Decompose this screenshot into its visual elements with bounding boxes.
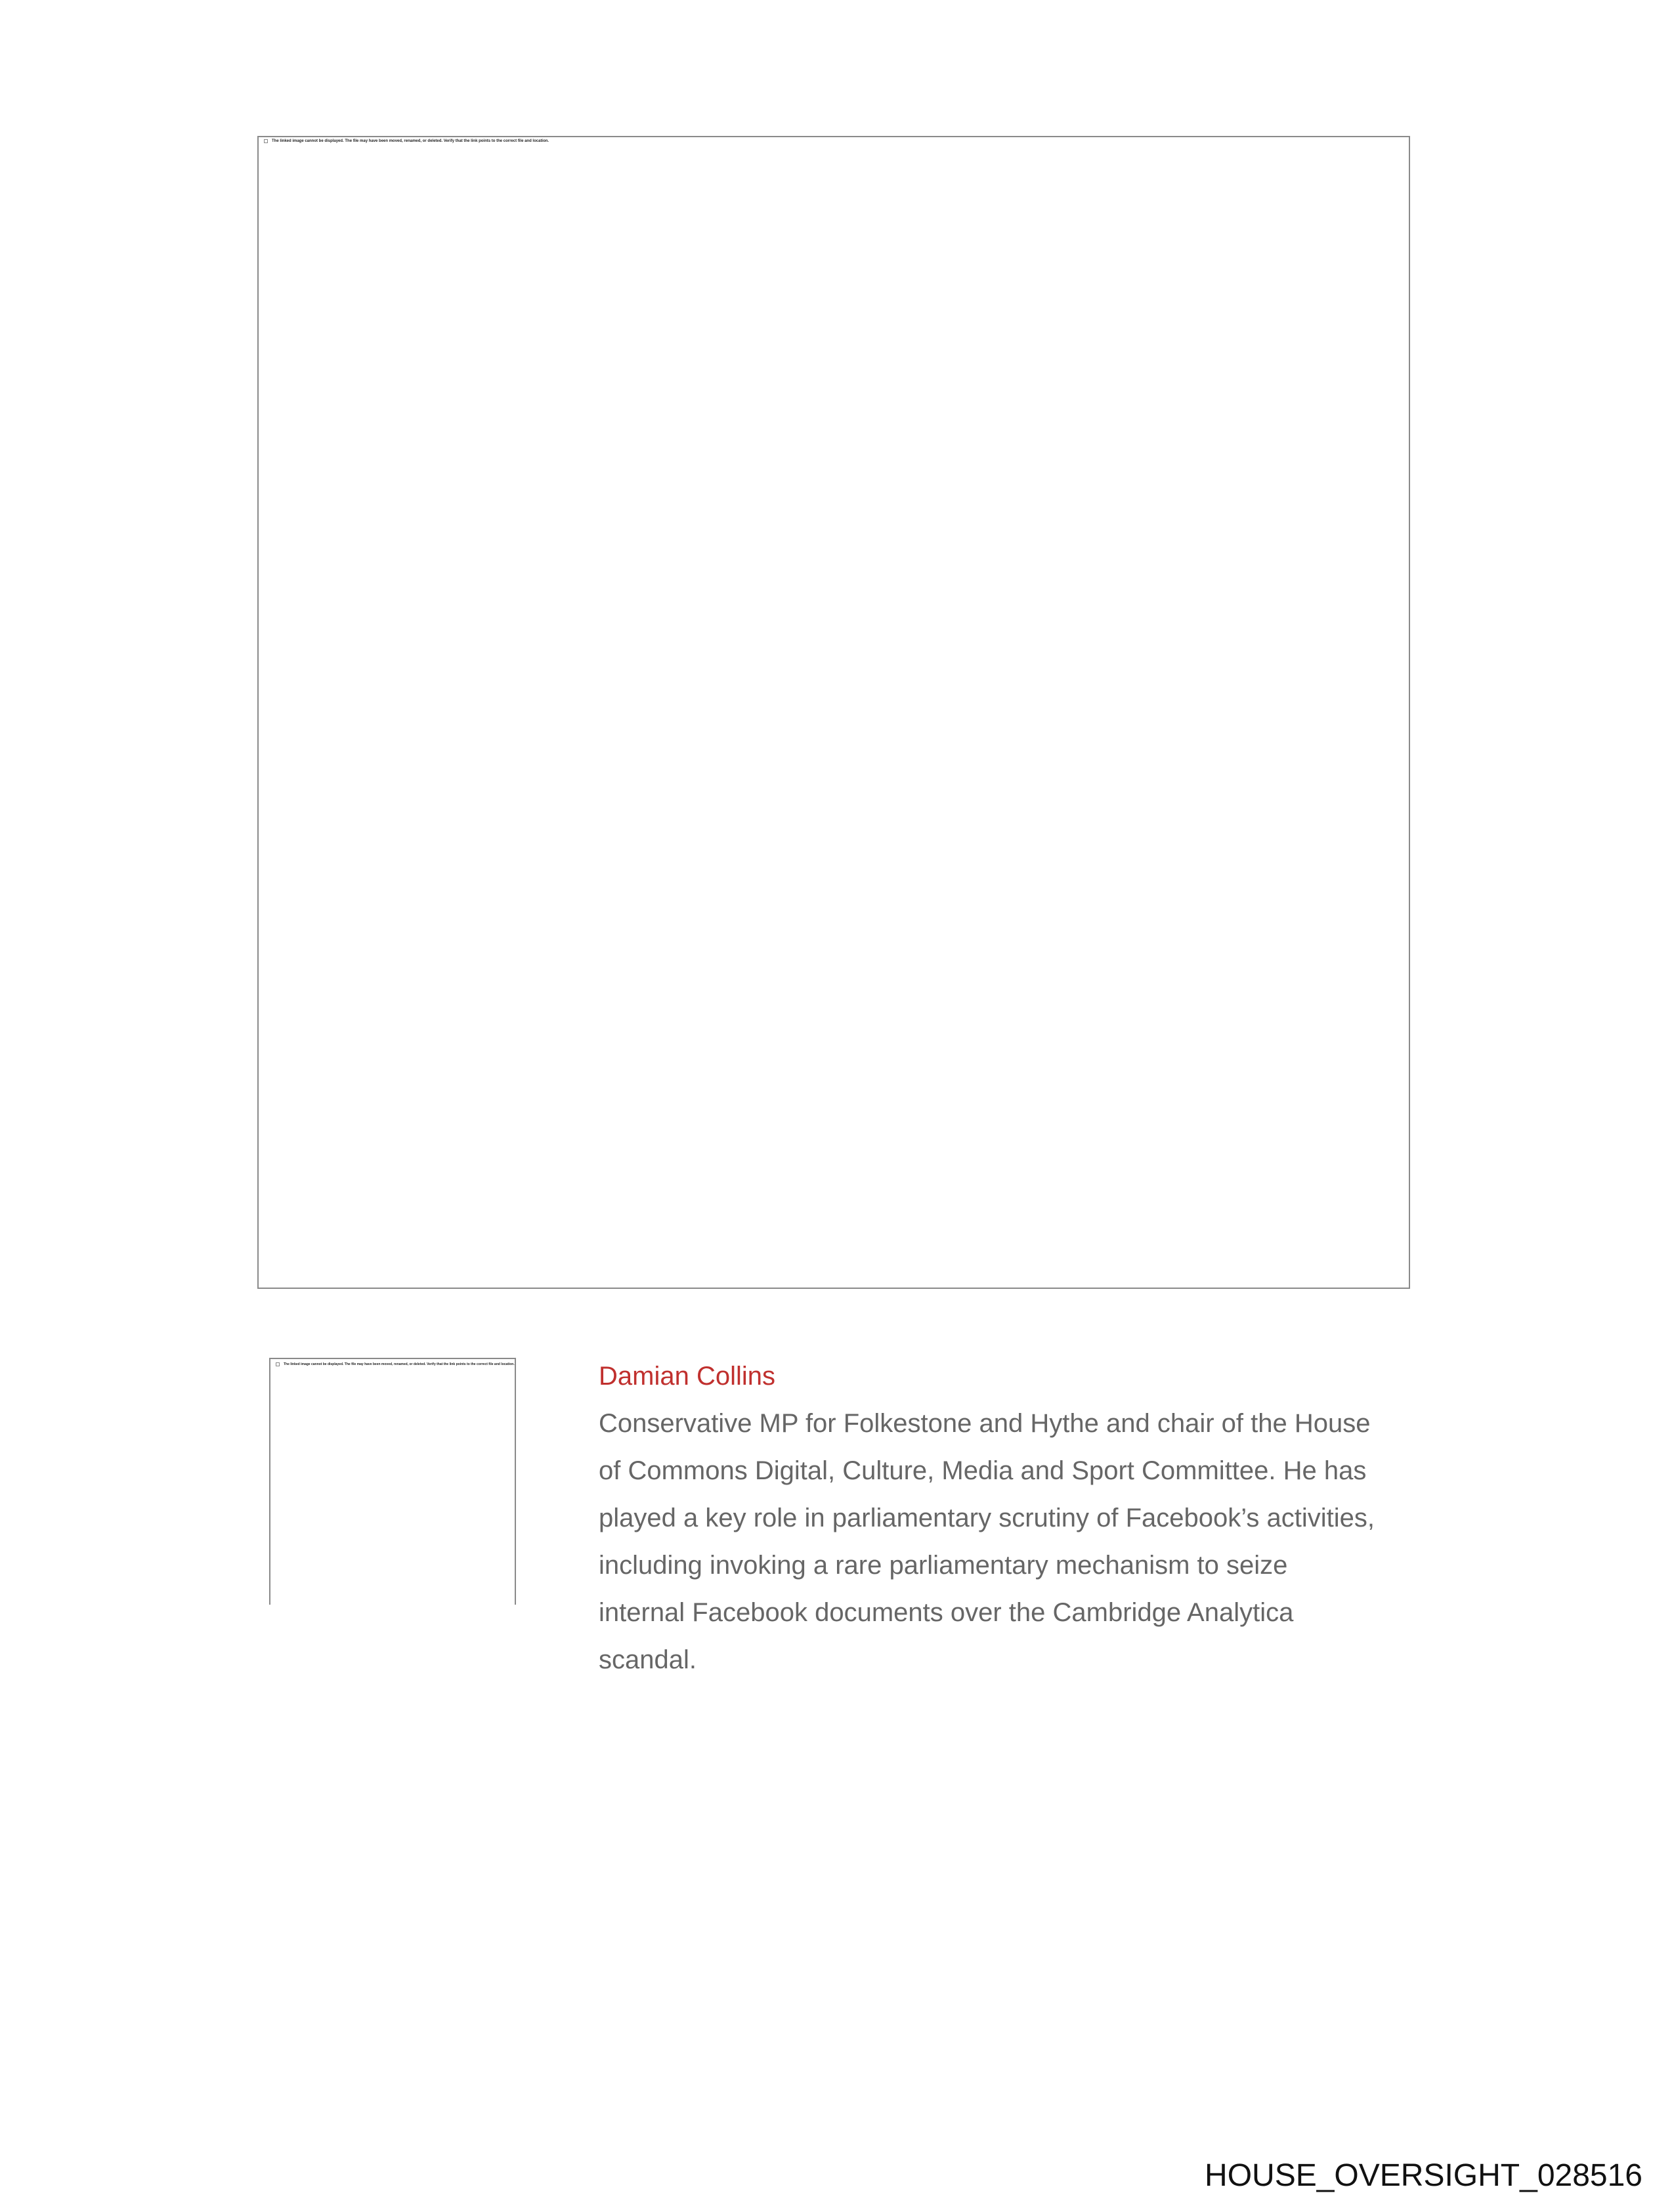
bates-number: HOUSE_OVERSIGHT_028516 — [1205, 2158, 1642, 2193]
broken-image-placeholder — [257, 136, 1410, 1289]
bio-line: played a key role in parliamentary scrutiny of Facebook’s activities, — [599, 1504, 1375, 1532]
broken-image-icon — [276, 1362, 280, 1366]
bio-block — [599, 1353, 1426, 1683]
bio-line: internal Facebook documents over the Cambridge Analytica — [599, 1598, 1294, 1627]
portrait-caption-text: The linked image cannot be displayed. The file may have been moved, renamed, or deleted. Verify that the link points to the correct file and location. — [284, 1362, 515, 1366]
bio-line: of Commons Digital, Culture, Media and Sport Committee. He has — [599, 1456, 1367, 1485]
broken-image-caption-text: The linked image cannot be displayed. The file may have been moved, renamed, or deleted. Verify that the link points to the correct file and location. — [272, 139, 549, 143]
person-name: Damian Collins — [599, 1362, 775, 1391]
bio-paragraph — [599, 1400, 1426, 1683]
portrait-broken-message — [276, 1362, 515, 1367]
bio-line: including invoking a rare parliamentary mechanism to seize — [599, 1551, 1288, 1580]
broken-image-message — [264, 139, 549, 144]
bio-line: scandal. — [599, 1645, 697, 1674]
portrait-image-placeholder — [269, 1358, 516, 1605]
broken-image-icon — [264, 139, 268, 143]
bio-line: Conservative MP for Folkestone and Hythe and chair of the House — [599, 1409, 1371, 1438]
